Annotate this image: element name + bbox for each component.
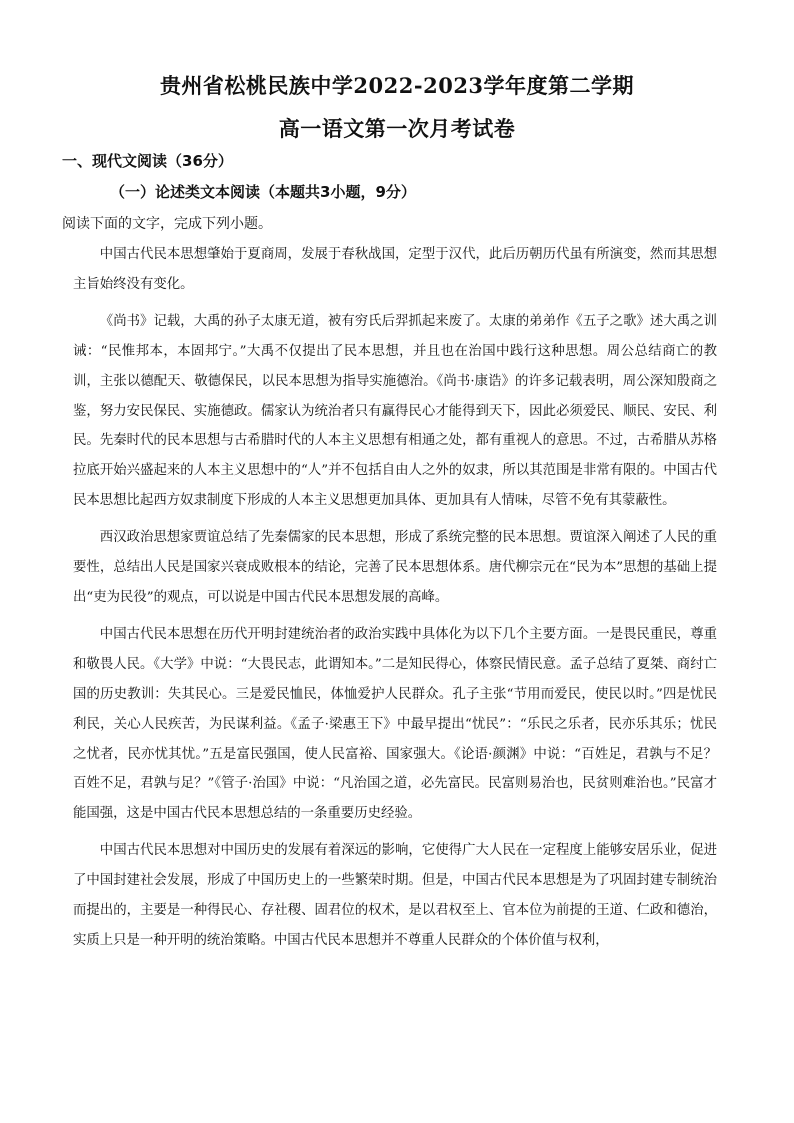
passage-paragraph: 西汉政治思想家贾谊总结了先秦儒家的民本思想，形成了系统完整的民本思想。贾谊深入阐述了人民的重要性，总结出人民是国家兴衰成败根本的结论，完善了民本思想体系。唐代柳宗元在“民为本”思想的基础上提出“吏为民役”的观点，可以说是中国古代民本思想发展的高峰。: [73, 530, 717, 605]
passage-paragraph: 中国古代民本思想对中国历史的发展有着深远的影响，它使得广大人民在一定程度上能够安居乐业，促进了中国封建社会发展，形成了中国历史上的一些繁荣时期。但是，中国古代民本思想是为了巩固封建专制统治而提出的，主要是一种得民心、存社稷、固君位的权术，是以君权至上、官本位为前提的王道、仁政和德治，实质上只是一种开明的统治策略。中国古代民本思想并不尊重人民群众的个体价值与权利，: [73, 843, 717, 948]
exam-title-school: 贵州省松桃民族中学2022-2023学年度第二学期: [159, 73, 635, 98]
passage-paragraph: 中国古代民本思想肇始于夏商周，发展于春秋战国，定型于汉代，此后历朝历代虽有所演变，然而其思想主旨始终没有变化。: [73, 247, 717, 292]
section-heading: 一、现代文阅读（36分）: [62, 152, 233, 170]
exam-title-subject: 高一语文第一次月考试卷: [278, 116, 516, 141]
passage-paragraph: 中国古代民本思想在历代开明封建统治者的政治实践中具体化为以下几个主要方面。一是畏民重民，尊重和敬畏人民。《大学》中说：“大畏民志，此谓知本。”二是知民得心，体察民情民意。孟子总结了夏桀、商纣亡国的历史教训：失其民心。三是爱民恤民，体恤爱护人民群众。孔子主张“节用而爱民，使民以时。”四是忧民利民，关心人民疾苦，为民谋利益。《孟子·梁惠王下》中最早提出“忧民”：“乐民之乐者，民亦乐其乐；忧民之忧者，民亦忧其忧。”五是富民强国，使人民富裕、国家强大。《论语·颜渊》中说：“百姓足，君孰与不足？百姓不足，君孰与足？”《管子·治国》中说：“凡治国之道，必先富民。民富则易治也，民贫则难治也。”民富才能国强，这是中国古代民本思想总结的一条重要历史经验。: [73, 626, 717, 822]
passage-paragraph: 《尚书》记载，大禹的孙子太康无道，被有穷氏后羿抓起来废了。太康的弟弟作《五子之歌》述大禹之训诫：“民惟邦本，本固邦宁。”大禹不仅提出了民本思想，并且也在治国中践行这种思想。周公总结商亡的教训，主张以德配天、敬德保民，以民本思想为指导实施德治。《尚书·康诰》的许多记载表明，周公深知殷商之鉴，努力安民保民、实施德政。儒家认为统治者只有赢得民心才能得到天下，因此必须爱民、顺民、安民、利民。先秦时代的民本思想与古希腊时代的人本主义思想有相通之处，都有重视人的意思。不过，古希腊从苏格拉底开始兴盛起来的人本主义思想中的“人”并不包括自由人之外的奴隶，所以其范围是非常有限的。中国古代民本思想比起西方奴隶制度下形成的人本主义思想更加具体、更加具有人情味，尽管不免有其蒙蔽性。: [73, 313, 717, 509]
reading-instruction: 阅读下面的文字，完成下列小题。: [62, 216, 272, 232]
reading-passage: [73, 240, 717, 963]
subsection-heading: （一）论述类文本阅读（本题共3小题，9分）: [110, 183, 416, 201]
